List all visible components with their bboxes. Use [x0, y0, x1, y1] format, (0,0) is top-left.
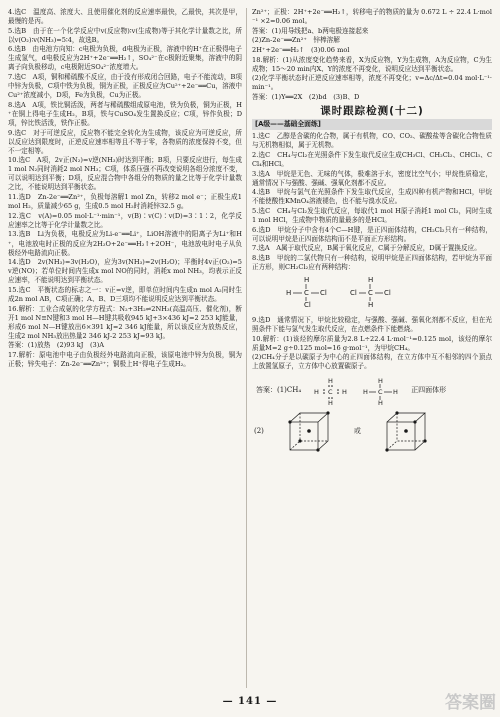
- right-paragraph: (2)化学平衡状态时正逆反应速率相等，浓度不再变化；v=Δc/Δt=0.04 mol·L⁻¹·min⁻¹。: [252, 74, 492, 92]
- svg-text:H: H: [378, 376, 384, 385]
- left-paragraph: 16.解析：工业合成氨的化学方程式：N₂+3H₂⇌2NH₃(高温高压、催化剂)，断开1 mol N≡N键和3 mol H—H键共吸收945 kJ+3×436 kJ=2 253 kJ能量，形成6 mol N—H键放出6×391 kJ=2 346 kJ能量，所以该反应为放热反应，生成2 mol NH₃放出热量2 346 kJ-2 253 kJ=93 kJ。: [8, 304, 242, 340]
- right-answer: 2H⁺+2e⁻══H₂↑ (3)0.06 mol: [252, 45, 350, 54]
- watermark: 答案圈: [445, 693, 496, 713]
- svg-text:H: H: [286, 288, 292, 297]
- svg-text:C: C: [328, 387, 333, 396]
- right-paragraph: 2.选C CH₄与Cl₂在光照条件下发生取代反应生成CH₃Cl、CH₂Cl₂、CHCl₃、CCl₄和HCl。: [252, 150, 492, 168]
- left-paragraph: 7.选C A项，铜和稀硫酸不反应，由于没有形成闭合回路，电子不能流动，B项中锌为负极，C项中铁为负极，铜为正极，正极反应为Cu²⁺+2e⁻══Cu，溶液中Cu²⁺浓度减小，D项，Fe为负极，Cu为正极。: [8, 73, 242, 100]
- right-column: [252, 8, 492, 454]
- right-paragraph: 3.选A 甲烷是无色、无味的气体，极难溶于水，密度比空气小；甲烷性质稳定，通常情况下与强酸、强碱、强氧化剂都不反应。: [252, 169, 492, 187]
- right-paragraph: 4.选B 甲烷与氯气在光照条件下发生取代反应，生成四种有机产物和HCl，甲烷不能使酸性KMnO₄溶液褪色，也不能与溴水反应。: [252, 188, 492, 206]
- section-title: 课时跟踪检测(十二): [320, 105, 424, 118]
- svg-text:Cl: Cl: [320, 288, 327, 297]
- cube-diagrams: [254, 410, 492, 454]
- right-paragraph: 10.解析：(1)该烃的摩尔质量为2.8 L÷22.4 L·mol⁻¹=0.125 mol，该烃的摩尔质量M=2 g÷0.125 mol=16 g·mol⁻¹，为甲烷CH₄。: [252, 334, 492, 352]
- cube-diagram-1: [286, 410, 332, 454]
- left-paragraph: 13.选B Li为负极，电极反应为Li-e⁻══Li⁺，LiOH溶液中的阳离子为Li⁺和H⁺，电池放电时正极的反应为2H₂O+2e⁻══H₂↑+2OH⁻，电池放电时电子从负极经外电路流向正极。: [8, 230, 242, 257]
- ch4-structural-formula: [361, 376, 401, 406]
- left-answer: 答案：(1)放热 (2)93 kJ (3)A: [8, 341, 105, 350]
- svg-text:H: H: [368, 275, 374, 284]
- right-paragraph: 7.选A A属于取代反应，B属于氧化反应，C属于分解反应，D属于置换反应。: [252, 244, 481, 253]
- level-band: [A级——基础全面练]: [252, 119, 492, 130]
- right-paragraph: 5.选C CH₄与Cl₂发生取代反应，每取代1 mol H原子消耗1 mol Cl₂，同时生成1 mol HCl，生成物中物质的量最多的是HCl。: [252, 206, 492, 224]
- right-paragraph: 9.选D 通常情况下，甲烷比较稳定，与强酸、强碱、强氧化剂都不反应，但在光照条件下能与氯气发生取代反应，在点燃条件下能燃烧。: [252, 316, 492, 334]
- left-column: [8, 8, 242, 370]
- svg-text:H: H: [363, 387, 369, 396]
- svg-text:H: H: [393, 387, 399, 396]
- page-number: — 141 —: [222, 696, 278, 707]
- left-paragraph: 17.解析：原电池中电子由负极经外电路流向正极，该原电池中锌为负极，铜为正极；锌失电子：Zn-2e⁻══Zn²⁺；铜极上H⁺得电子生成H₂。: [8, 351, 242, 369]
- svg-text:H: H: [342, 387, 348, 396]
- part-2-label: (2): [254, 426, 264, 435]
- svg-text:H: H: [304, 275, 310, 284]
- svg-text:H: H: [368, 300, 374, 309]
- svg-text:C: C: [368, 288, 373, 297]
- right-paragraph: 6.选D 甲烷分子中含有4个C—H键，是正四面体结构，CH₂Cl₂只有一种结构，可以说明甲烷是正四面体结构而不是平面正方形结构。: [252, 225, 492, 243]
- right-paragraph: (2)CH₄分子是以碳原子为中心的正四面体结构，在立方体中互不相邻的四个顶点上放置氢原子，立方体中心放置碳原子。: [252, 353, 492, 371]
- right-paragraph: 18.解析：(1)从浓度变化趋势来看，X为反应物，Y为生成物，A为反应物，C为生成物；15～20 min内X、Y的浓度不再变化，说明反应达到平衡状态。: [252, 55, 492, 73]
- structure-label: 正四面体形: [411, 385, 447, 394]
- left-paragraph: 9.选C 对于可逆反应，反应物不能完全转化为生成物，该反应为可逆反应，所以反应达到限度时，正逆反应速率相等且不等于零，各物质的浓度保持不变，但不一定相等。: [8, 128, 242, 155]
- svg-text:C: C: [304, 288, 309, 297]
- ch4-answer-row: [256, 376, 492, 406]
- left-paragraph: 15.选C 平衡状态的标志之一：v正=v逆，即单位时间内生成n mol A₂同时生成2n mol AB，C项正确；A、B、D三项均不能说明反应达到平衡状态。: [8, 285, 242, 303]
- svg-text:Cl: Cl: [304, 300, 311, 309]
- left-paragraph: 6.选B 由电池方向知：c电极为负极，d电极为正极，溶液中的H⁺在正极得电子生成氢气，d电极反应为2H⁺+2e⁻══H₂↑，SO₄²⁻在c极附近聚集，溶液中的阴离子向负极移动，c电极附近SO₄²⁻浓度增大。: [8, 45, 242, 72]
- svg-text:H: H: [328, 398, 334, 406]
- left-paragraph: 11.选D Zn-2e⁻══Zn²⁺，负极每溶解1 mol Zn，转移2 mol e⁻；正极生成1 mol H₂，质量减少65 g，生成0.5 mol H₂时消耗锌32.5 g。: [8, 193, 242, 211]
- left-paragraph: 4.选C 温度高、浓度大、且使用催化剂的反应速率最快，乙最快，其次是甲，最慢的是丙。: [8, 8, 242, 26]
- svg-text:H: H: [328, 376, 334, 385]
- right-paragraph: 1.选C 乙醇是含碳的化合物，属于有机物，CO、CO₂、碳酸盐等含碳化合物性质与无机物相似，属于无机物。: [252, 132, 492, 150]
- or-label: 或: [353, 426, 361, 435]
- answer-label: 答案：(1)CH₄: [256, 385, 302, 394]
- right-paragraph: Zn²⁺；正极：2H⁺+2e⁻══H₂↑，转移电子的物质的量为 0.672 L ÷ 22.4 L·mol⁻¹ ×2=0.06 mol。: [252, 8, 492, 26]
- svg-text:Cl: Cl: [350, 288, 357, 297]
- svg-text:C: C: [378, 387, 383, 396]
- ch4-electron-formula: [311, 376, 351, 406]
- right-answer: 答案：(1)Y══2X (2)bd (3)B、D: [252, 92, 360, 101]
- left-paragraph: 5.选B 由于在一个化学反应中v(反应物)∶v(生成物)等于其化学计量数之比，所以v(O₂)∶v(NH₃)=5∶4，故选B。: [8, 26, 242, 44]
- left-paragraph: 8.选A A项，铁比铜活泼，两者与稀硫酸组成原电池，铁为负极，铜为正极，H⁺在铜上得电子生成H₂，B项，铁与CuSO₄发生置换反应；C项，锌作负极；D项，锌比铁活泼，铁作正极。: [8, 100, 242, 127]
- left-paragraph: 12.选C v(A)=0.05 mol·L⁻¹·min⁻¹，v(B)∶v(C)∶v(D)=3∶1∶2，化学反应速率之比等于化学计量数之比。: [8, 211, 242, 229]
- left-paragraph: 10.选C A项，2v正(N₂)=v逆(NH₃)时达到平衡；B项，只要反应进行，每生成1 mol N₂同时消耗2 mol NH₃；C项，体系压强不再改变说明各组分浓度不变，可以说明达到平衡；D项，反应混合物中各组分的物质的量之比等于化学计量数之比，不能说明达到平衡状态。: [8, 156, 242, 192]
- left-paragraph: 14.选D 2v(NH₃)=3v(H₂O)，应为3v(NH₃)=2v(H₂O)；平衡时4v正(O₂)=5v逆(NO)；若单位时间内生成x mol NO的同时，消耗x mol NH₃，均表示正反应速率，不能说明达到平衡状态。: [8, 258, 242, 285]
- ch2cl2-structure-figure: [282, 275, 412, 309]
- right-answer: (2)Zn-2e⁻══Zn²⁺ 锌棒溶解: [252, 36, 340, 45]
- right-answer: 答案：(1)用导线把a、b两电极连接起来: [252, 26, 369, 35]
- svg-text:H: H: [314, 387, 320, 396]
- svg-text:H: H: [378, 398, 384, 406]
- svg-text:Cl: Cl: [384, 288, 391, 297]
- right-paragraph: 8.选B 甲烷的二氯代物只有一种结构，说明甲烷是正四面体结构，若甲烷为平面正方形，则CH₂Cl₂应有两种结构：: [252, 253, 492, 271]
- column-divider: [246, 8, 247, 688]
- dichloromethane-structures: [282, 275, 492, 312]
- cube-diagram-2: [383, 410, 429, 454]
